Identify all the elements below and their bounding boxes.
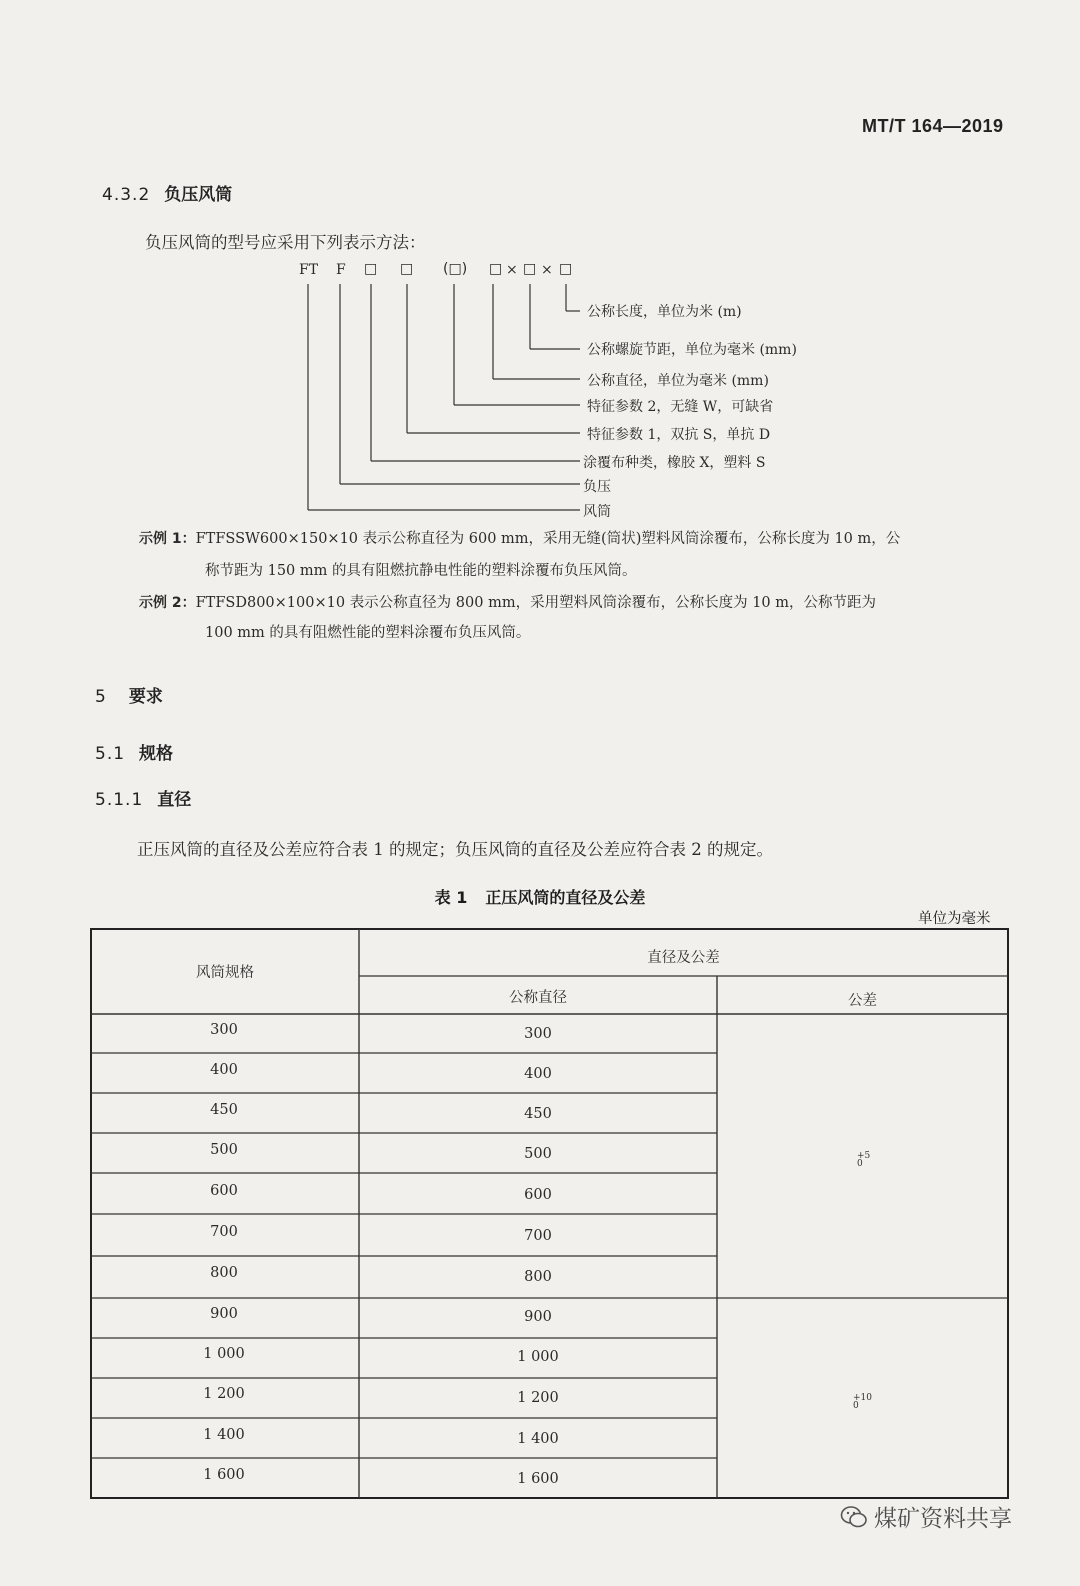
table-row-nominal: 450 bbox=[524, 1106, 552, 1122]
section-title: 规格 bbox=[139, 744, 174, 764]
code-box-4: □ bbox=[523, 261, 537, 277]
code-box-2: □ bbox=[400, 261, 414, 277]
code-box-1: □ bbox=[364, 261, 378, 277]
table-row-nominal: 900 bbox=[524, 1309, 552, 1325]
watermark-text: 煤矿资料共享 bbox=[874, 1506, 1012, 1532]
diagram-label-diameter: 公称直径，单位为毫米 (mm) bbox=[587, 373, 769, 389]
diagram-label-pitch: 公称螺旋节距，单位为毫米 (mm) bbox=[587, 342, 797, 358]
table-row-spec: 1 000 bbox=[203, 1346, 245, 1362]
table-row-spec: 450 bbox=[210, 1102, 238, 1118]
table-row-spec: 1 400 bbox=[203, 1427, 245, 1443]
header-tolerance: 公差 bbox=[848, 993, 877, 1009]
wechat-icon bbox=[840, 1505, 868, 1535]
example-2-line1: FTFSD800×100×10 表示公称直径为 800 mm，采用塑料风筒涂覆布，公称长度为 10 m，公称节距为 bbox=[195, 595, 876, 611]
example-2-label: 示例 2： bbox=[139, 595, 196, 611]
section-number: 5.1 bbox=[95, 744, 126, 764]
table-row-nominal: 1 600 bbox=[517, 1471, 559, 1487]
tolerance-upper: +10 bbox=[853, 1393, 872, 1403]
table-row-nominal: 800 bbox=[524, 1269, 552, 1285]
table-row-nominal: 300 bbox=[524, 1026, 552, 1042]
section-title: 负压风筒 bbox=[164, 185, 233, 205]
table-row-spec: 400 bbox=[210, 1062, 238, 1078]
table-row-spec: 300 bbox=[210, 1022, 238, 1038]
diameter-paragraph: 正压风筒的直径及公差应符合表 1 的规定；负压风筒的直径及公差应符合表 2 的规定。 bbox=[137, 840, 773, 859]
diagram-label-cloth: 涂覆布种类，橡胶 X，塑料 S bbox=[583, 455, 766, 471]
header-spec: 风筒规格 bbox=[196, 965, 254, 981]
example-2-line2: 100 mm 的具有阻燃性能的塑料涂覆布负压风筒。 bbox=[205, 625, 531, 641]
tolerance-group-1 bbox=[851, 1152, 870, 1168]
tolerance-lower: 0 bbox=[853, 1401, 859, 1411]
code-box-5: □ bbox=[559, 261, 573, 277]
section-title: 直径 bbox=[157, 790, 192, 810]
table-row-nominal: 1 000 bbox=[517, 1349, 559, 1365]
table-row-nominal: 1 400 bbox=[517, 1431, 559, 1447]
section-number: 5 bbox=[95, 687, 107, 707]
section-number: 5.1.1 bbox=[95, 790, 144, 810]
table-row-nominal: 400 bbox=[524, 1066, 552, 1082]
section-number: 4.3.2 bbox=[102, 185, 151, 205]
table-row-nominal: 500 bbox=[524, 1146, 552, 1162]
table-row-spec: 600 bbox=[210, 1183, 238, 1199]
table-row-nominal: 700 bbox=[524, 1228, 552, 1244]
tolerance-group-2 bbox=[847, 1394, 872, 1410]
example-1-label: 示例 1： bbox=[139, 531, 196, 547]
diagram-label-negative-pressure: 负压 bbox=[583, 479, 611, 495]
model-intro: 负压风筒的型号应采用下列表示方法： bbox=[145, 233, 426, 252]
code-box-3: □ bbox=[489, 261, 503, 277]
watermark bbox=[840, 1500, 1012, 1535]
table-row-nominal: 1 200 bbox=[517, 1390, 559, 1406]
code-times-2: × bbox=[541, 262, 553, 278]
tolerance-lower: 0 bbox=[857, 1159, 863, 1169]
code-times-1: × bbox=[506, 262, 518, 278]
diagram-label-param2: 特征参数 2，无缝 W，可缺省 bbox=[587, 399, 774, 415]
diagram-label-length: 公称长度，单位为米 (m) bbox=[587, 304, 742, 320]
table-unit: 单位为毫米 bbox=[918, 911, 991, 927]
table-row-spec: 700 bbox=[210, 1224, 238, 1240]
diagram-label-param1: 特征参数 1，双抗 S，单抗 D bbox=[587, 427, 771, 443]
code-f: F bbox=[336, 262, 346, 278]
diagram-label-duct: 风筒 bbox=[583, 504, 611, 520]
table-row-spec: 800 bbox=[210, 1265, 238, 1281]
code-paren-box: (□) bbox=[443, 261, 468, 277]
header-nominal-diameter: 公称直径 bbox=[509, 990, 567, 1006]
table-1-caption: 正压风筒的直径及公差 bbox=[485, 888, 646, 907]
code-ft: FT bbox=[299, 262, 319, 278]
table-row-spec: 1 200 bbox=[203, 1386, 245, 1402]
standard-code: MT/T 164—2019 bbox=[862, 116, 1004, 136]
header-diameter-tolerance: 直径及公差 bbox=[647, 950, 720, 966]
table-row-spec: 1 600 bbox=[203, 1467, 245, 1483]
table-row-nominal: 600 bbox=[524, 1187, 552, 1203]
table-row-spec: 500 bbox=[210, 1142, 238, 1158]
section-title: 要求 bbox=[128, 687, 163, 707]
table-1-number: 表 1 bbox=[434, 888, 468, 907]
example-1-line2: 称节距为 150 mm 的具有阻燃抗静电性能的塑料涂覆布负压风筒。 bbox=[205, 563, 637, 579]
table-row-spec: 900 bbox=[210, 1306, 238, 1322]
example-1-line1: FTFSSW600×150×10 表示公称直径为 600 mm，采用无缝(筒状)塑料风筒涂覆布，公称长度为 10 m，公 bbox=[195, 531, 901, 547]
tolerance-upper: +5 bbox=[857, 1151, 871, 1161]
